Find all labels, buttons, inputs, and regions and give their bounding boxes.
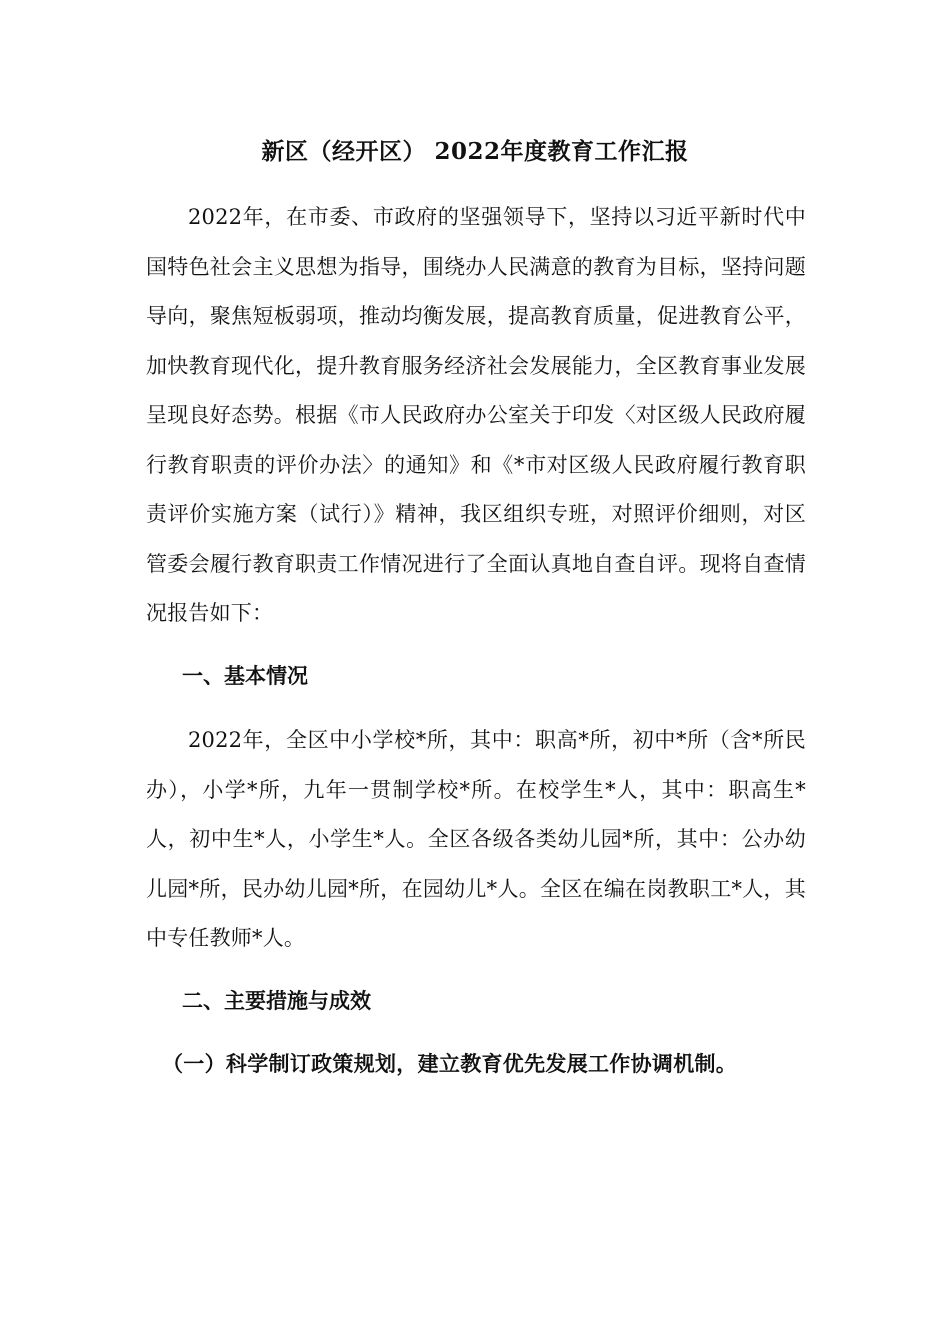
basic-situation-paragraph: 2022年，全区中小学校*所，其中：职高*所，初中*所（含*所民办），小学*所，九年一贯制学校*所。在校学生*人，其中：职高生*人，初中生*人，小学生*人。全区各级各类幼儿园*所，其中：公办幼儿园*所，民办幼儿园*所，在园幼儿*人。全区在编在岗教职工*人，其中专任教师*人。: [146, 728, 806, 950]
section-heading-main-measures: 二、主要措施与成效: [182, 988, 371, 1013]
section-heading-basic-situation: 一、基本情况: [182, 663, 308, 688]
intro-paragraph: 2022年，在市委、市政府的坚强领导下，坚持以习近平新时代中国特色社会主义思想为指导，围绕办人民满意的教育为目标，坚持问题导向，聚焦短板弱项，推动均衡发展，提高教育质量，促进教育公平，加快教育现代化，提升教育服务经济社会发展能力，全区教育事业发展呈现良好态势。根据《市人民政府办公室关于印发〈对区级人民政府履行教育职责的评价办法〉的通知》和《*市对区级人民政府履行教育职责评价实施方案（试行）》精神，我区组织专班，对照评价细则，对区管委会履行教育职责工作情况进行了全面认真地自查自评。现将自查情况报告如下：: [146, 205, 806, 625]
subsection-heading-policy-planning: （一）科学制订政策规划，建立教育优先发展工作协调机制。: [162, 1051, 738, 1076]
document-title: 新区（经开区） 2022年度教育工作汇报: [261, 138, 689, 165]
